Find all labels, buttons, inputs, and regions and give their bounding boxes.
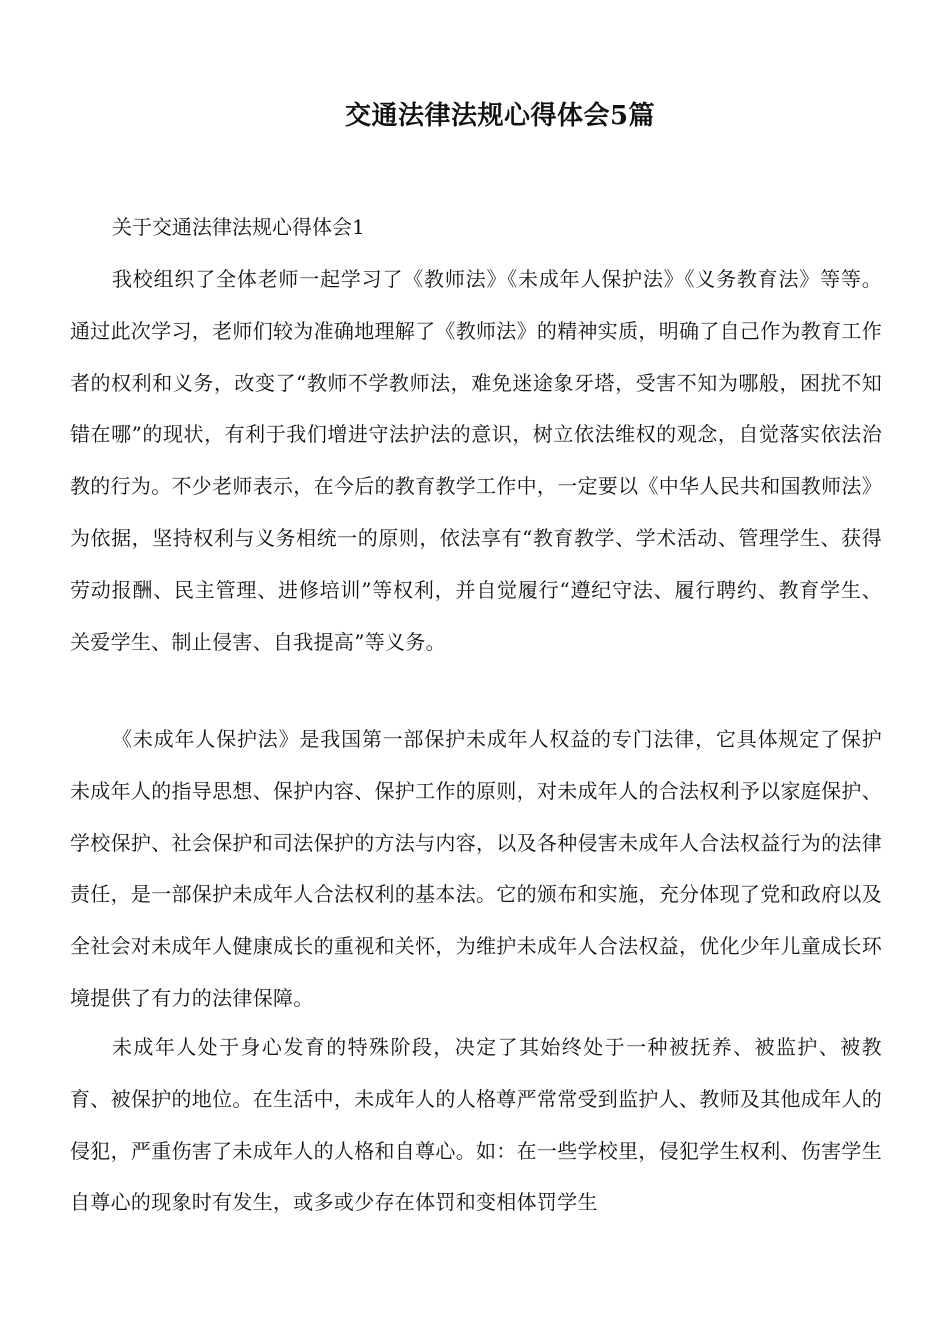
section-heading: 关于交通法律法规心得体会1	[112, 215, 365, 239]
body-paragraph: 未成年人处于身心发育的特殊阶段，决定了其始终处于一种被抚养、被监护、被教育、被保护的地位。在生活中，未成年人的人格尊严常常受到监护人、教师及其他成年人的侵犯，严重伤害了未成年人的人格和自尊心。如：在一些学校里，侵犯学生权利、伤害学生自尊心的现象时有发生，或多或少存在体罚和变相体罚学生	[70, 1035, 882, 1215]
body-paragraph: 《未成年人保护法》是我国第一部保护未成年人权益的专门法律，它具体规定了保护未成年人的指导思想、保护内容、保护工作的原则，对未成年人的合法权利予以家庭保护、学校保护、社会保护和司法保护的方法与内容，以及各种侵害未成年人合法权益行为的法律责任，是一部保护未成年人合法权利的基本法。它的颁布和实施，充分体现了党和政府以及全社会对未成年人健康成长的重视和关怀，为维护未成年人合法权益，优化少年儿童成长环境提供了有力的法律保障。	[70, 727, 882, 1010]
document-title: 交通法律法规心得体会5篇	[344, 101, 656, 131]
body-paragraph: 我校组织了全体老师一起学习了《教师法》《未成年人保护法》《义务教育法》等等。通过此次学习，老师们较为准确地理解了《教师法》的精神实质，明确了自己作为教育工作者的权利和义务，改变了“教师不学教师法，难免迷途象牙塔，受害不知为哪般，困扰不知错在哪”的现状，有利于我们增进守法护法的意识，树立依法维权的观念，自觉落实依法治教的行为。不少老师表示，在今后的教育教学工作中，一定要以《中华人民共和国教师法》为依据，坚持权利与义务相统一的原则，依法享有“教育教学、学术活动、管理学生、获得劳动报酬、民主管理、进修培训”等权利，并自觉履行“遵纪守法、履行聘约、教育学生、关爱学生、制止侵害、自我提高”等义务。	[70, 267, 882, 654]
